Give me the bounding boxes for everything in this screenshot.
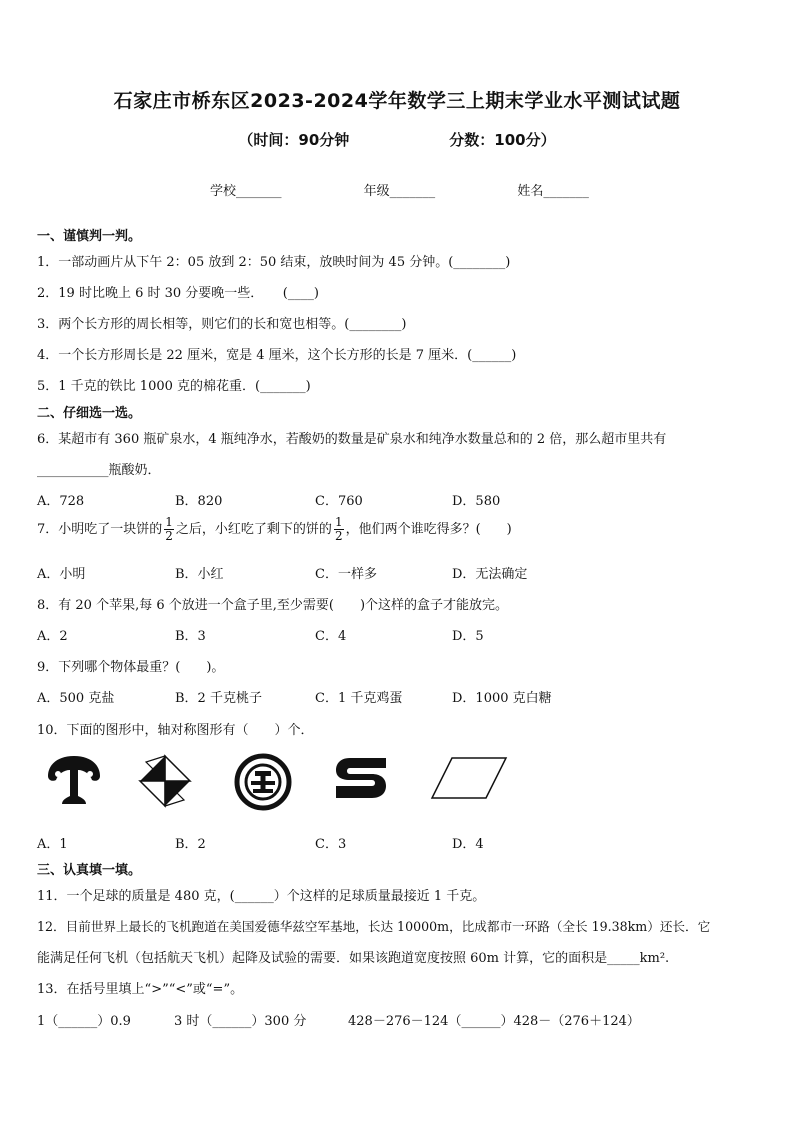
option-c: C．1 千克鸡蛋 [315, 691, 403, 706]
option-b: B．2 [175, 837, 206, 852]
figure-parallelogram-icon [428, 752, 510, 804]
question-12-line1: 12．目前世界上最长的飞机跑道在美国爱德华兹空军基地，长达 10000m，比成都市一环路（全长 19.38km）还长．它 [37, 919, 711, 934]
question-7-post: ，他们两个谁吃得多？( ) [345, 522, 512, 537]
exam-title: 石家庄市桥东区2023-2024学年数学三上期末学业水平测试试题 [113, 90, 681, 112]
question-12-line2: 能满足任何飞机（包括航天飞机）起降及试验的需要．如果该跑道宽度按照 60m 计算，它的面积是_____km². [37, 951, 670, 966]
question-5: 5．1 千克的铁比 1000 克的棉花重．(_______) [37, 379, 311, 394]
fraction-half-2: $\frac{1}{2}$ [334, 515, 343, 543]
option-a: A．2 [37, 629, 68, 644]
question-7-mid: 之后，小红吃了剩下的饼的 [175, 522, 332, 537]
question-6-line2: ___________瓶酸奶． [37, 463, 161, 478]
exam-subtitle [0, 129, 794, 150]
option-d: D．580 [452, 494, 501, 509]
option-a: A．1 [37, 837, 68, 852]
option-c: C．3 [315, 837, 347, 852]
fraction-half-1: $\frac{1}{2}$ [165, 515, 173, 543]
question-7-pre: 7．小明吃了一块饼的 [37, 522, 163, 537]
option-a: A．小明 [37, 567, 86, 582]
option-d: D．1000 克白糖 [452, 691, 552, 706]
option-b: B．3 [175, 629, 206, 644]
question-6-line1: 6．某超市有 360 瓶矿泉水，4 瓶纯净水，若酸奶的数量是矿泉水和纯净水数量总和的 2 倍，那么超市里共有 [37, 432, 667, 447]
figure-t-logo-icon [44, 752, 104, 810]
question-11: 11．一个足球的质量是 480 克，(______）个这样的足球质量最接近 1 千克。 [37, 889, 486, 904]
section-heading-3: 三、认真填一填。 [37, 863, 142, 878]
question-2: 2．19 时比晚上 6 时 30 分要晚一些． (____) [37, 286, 319, 301]
compare-item-1: 1（______）0.9 [37, 1014, 131, 1029]
option-b: B．820 [175, 494, 223, 509]
option-d: D．无法确定 [452, 567, 528, 582]
student-info [210, 180, 589, 199]
section-heading-2: 二、仔细选一选。 [37, 406, 142, 421]
question-3: 3．两个长方形的周长相等，则它们的长和宽也相等。(________) [37, 317, 407, 332]
question-4: 4．一个长方形周长是 22 厘米，宽是 4 厘米，这个长方形的长是 7 厘米．(______) [37, 348, 517, 363]
name-field: 姓名_______ [517, 184, 589, 199]
figure-bank-logo-icon [233, 752, 293, 812]
total-score: 分数：100分） [449, 131, 556, 149]
option-c: C．760 [315, 494, 363, 509]
school-field: 学校_______ [210, 184, 282, 199]
section-heading-1: 一、谨慎判一判。 [37, 229, 142, 244]
option-d: D．4 [452, 837, 484, 852]
compare-item-3: 428－276－124（______）428－（276＋124） [348, 1014, 640, 1029]
option-c: C．4 [315, 629, 347, 644]
option-c: C．一样多 [315, 567, 377, 582]
question-13: 13．在括号里填上“>”“<”或“=”。 [37, 982, 244, 997]
grade-field: 年级_______ [363, 184, 436, 199]
question-8: 8．有 20 个苹果,每 6 个放进一个盒子里,至少需要( )个这样的盒子才能放完。 [37, 598, 509, 613]
question-10: 10．下面的图形中，轴对称图形有（ ）个． [37, 723, 314, 738]
question-1: 1．一部动画片从下午 2：05 放到 2：50 结束，放映时间为 45 分钟。(________) [37, 255, 511, 270]
figure-pinwheel-icon [136, 752, 194, 810]
question-7 [37, 516, 512, 543]
time-limit: （时间：90分钟 [238, 131, 350, 149]
option-a: A．500 克盐 [37, 691, 115, 706]
option-b: B．小红 [175, 567, 224, 582]
option-b: B．2 千克桃子 [175, 691, 262, 706]
figure-s-logo-icon [332, 752, 390, 804]
question-9: 9．下列哪个物体最重？( )。 [37, 660, 225, 675]
option-a: A．728 [37, 494, 85, 509]
compare-item-2: 3 时（______）300 分 [174, 1014, 307, 1029]
option-d: D．5 [452, 629, 484, 644]
